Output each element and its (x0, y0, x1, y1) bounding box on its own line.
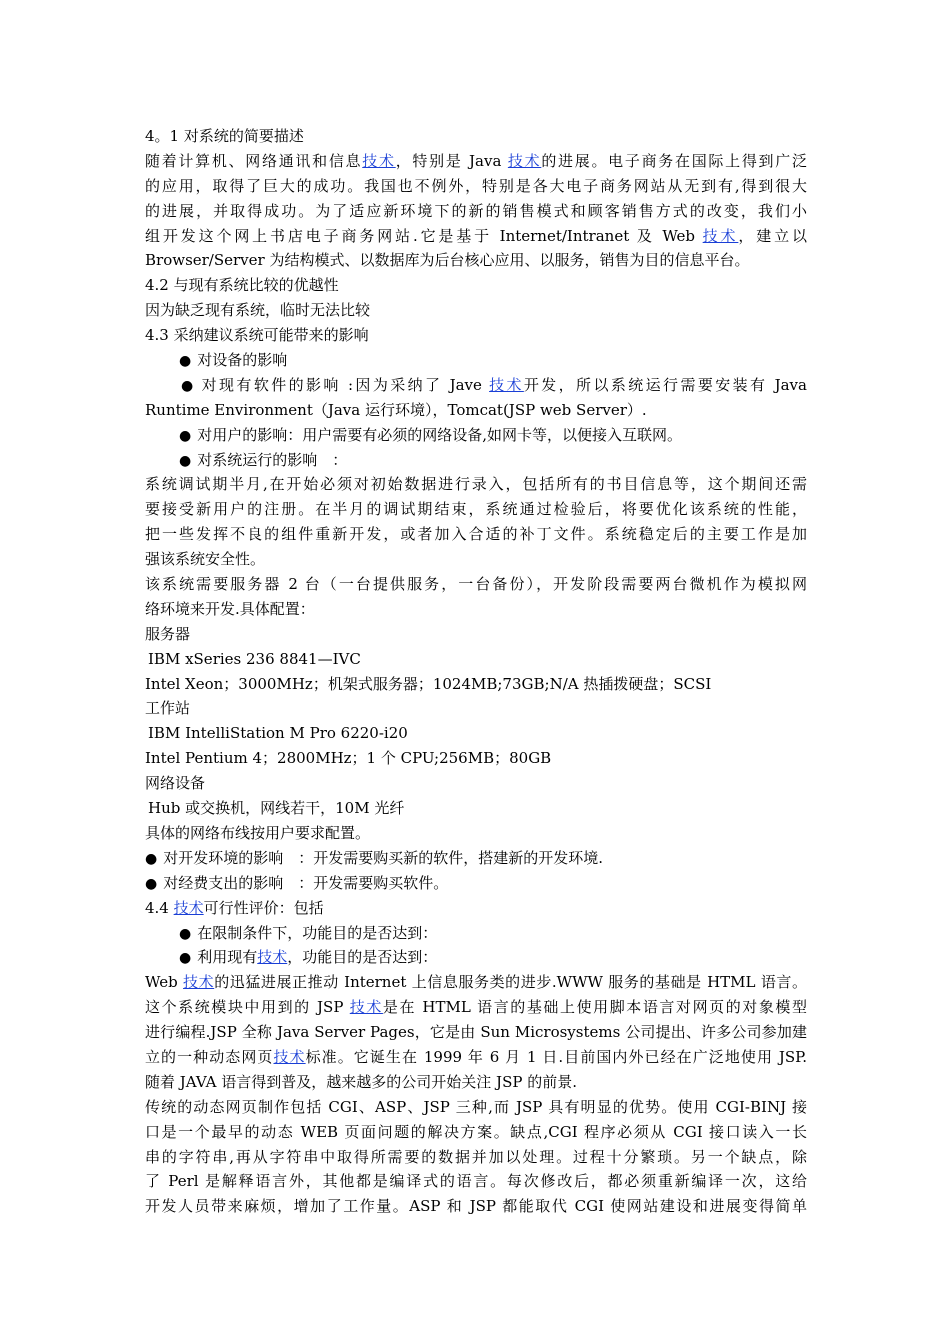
text-run: 的进展。电子商务在国际上得到广泛 (541, 151, 807, 170)
text-run: 4.2 与现有系统比较的优越性 (145, 276, 339, 295)
text-line (145, 696, 807, 721)
text-line (145, 448, 807, 473)
text-run: 因为缺乏现有系统，临时无法比较 (145, 301, 371, 320)
keyword-link[interactable]: 技术 (273, 1047, 306, 1066)
bullet-icon: ● (145, 850, 158, 867)
text-run: 该系统需要服务器 2 台（一台提供服务，一台备份），开发阶段需要两台微机作为模拟网 (145, 575, 807, 594)
text-line (145, 746, 807, 771)
document-body (145, 124, 807, 1219)
bullet-icon: ● (181, 377, 196, 394)
text-run: 网络设备 (145, 774, 206, 793)
text-run: 随着 JAVA 语言得到普及，越来越多的公司开始关注 JSP 的前景. (145, 1072, 577, 1091)
text-run: 可行性评价：包括 (203, 898, 324, 917)
text-line (145, 522, 807, 547)
text-run: 的进展，并取得成功。为了适应新环境下的新的销售模式和顾客销售方式的改变，我们小 (145, 201, 807, 220)
text-line (145, 796, 807, 821)
text-line (145, 149, 807, 174)
text-line (145, 273, 807, 298)
text-line (145, 472, 807, 497)
text-run: Browser/Server 为结构模式、以数据库为后台核心应用、以服务，销售为目的信息平台。 (145, 251, 750, 270)
text-line (145, 647, 807, 672)
keyword-link[interactable]: 技术 (507, 151, 542, 170)
text-line (145, 721, 807, 746)
text-run: 服务器 (145, 624, 191, 643)
text-run: 对设备的影响 (197, 351, 288, 370)
text-line (145, 572, 807, 597)
text-line (145, 1095, 807, 1120)
keyword-link[interactable]: 技术 (173, 898, 204, 917)
text-run: IBM xSeries 236 8841—IVC (148, 649, 361, 668)
text-line (145, 1194, 807, 1219)
text-run: 开发人员带来麻烦，增加了工作量。ASP 和 JSP 都能取代 CGI 使网站建设和进展变得简单 (145, 1197, 807, 1216)
text-run: 工作站 (145, 699, 191, 718)
text-run: 在限制条件下，功能目的是否达到： (197, 923, 438, 942)
text-run: 4。1 对系统的简要描述 (145, 127, 304, 145)
text-run: 要接受新用户的注册。在半月的调试期结束，系统通过检验后，将要优化该系统的性能， (145, 500, 807, 519)
text-line (145, 373, 807, 398)
text-run: 开发，所以系统运行需要安装有 Java (523, 375, 807, 394)
text-run: 标准。它诞生在 1999 年 6 月 1 日.目前国内外已经在广泛地使用 JSP. (305, 1047, 807, 1066)
text-line (145, 497, 807, 522)
bullet-icon: ● (179, 427, 192, 444)
text-run: 随着计算机、网络通讯和信息 (145, 151, 363, 170)
text-run: 了 Perl 是解释语言外，其他都是编译式的语言。每次修改后，都必须重新编译一次，这给 (145, 1172, 807, 1191)
text-run: ，功能目的是否达到： (287, 948, 438, 967)
text-line (145, 821, 807, 846)
text-run: 系统调试期半月,在开始必须对初始数据进行录入，包括所有的书目信息等，这个期间还需 (145, 475, 807, 494)
bullet-icon: ● (145, 875, 158, 892)
text-line (145, 224, 807, 249)
text-run: 把一些发挥不良的组件重新开发，或者加入合适的补丁文件。系统稳定后的主要工作是加 (145, 525, 807, 544)
text-line (145, 896, 807, 921)
text-line (145, 995, 807, 1020)
text-run: 对现有软件的影响 :因为采纳了 Jave (201, 375, 490, 394)
bullet-icon: ● (179, 452, 192, 469)
text-run: Hub 或交换机，网线若干，10M 光纤 (148, 799, 405, 818)
text-line (145, 1145, 807, 1170)
text-run: ，特别是 Java (395, 151, 508, 170)
text-run: 强该系统安全性。 (145, 550, 266, 569)
text-run: Runtime Environment（Java 运行环境），Tomcat(JSP web Server）. (145, 400, 647, 419)
text-line (145, 846, 807, 871)
text-run: 立的一种动态网页 (145, 1047, 274, 1066)
text-run: 对开发环境的影响 ：开发需要购买新的软件，搭建新的开发环境. (163, 848, 603, 867)
text-run: 进行编程.JSP 全称 Java Server Pages，它是由 Sun Microsystems 公司提出、许多公司参加建 (145, 1023, 807, 1042)
text-line (145, 771, 807, 796)
text-line (145, 298, 807, 323)
text-line (145, 124, 807, 149)
text-line (145, 248, 807, 273)
keyword-link[interactable]: 技术 (362, 151, 396, 170)
bullet-icon: ● (179, 925, 192, 942)
text-line (145, 1169, 807, 1194)
text-run: 的迅猛进展正推动 Internet 上信息服务类的进步.WWW 服务的基础是 HTML 语言。 (214, 973, 807, 992)
text-run: ，建立以 (738, 226, 807, 245)
text-line (145, 945, 807, 970)
keyword-link[interactable]: 技术 (489, 375, 524, 394)
text-line (145, 323, 807, 348)
text-line (145, 423, 807, 448)
text-run: IBM IntelliStation M Pro 6220-i20 (148, 724, 408, 743)
text-run: 串的字符串,再从字符串中取得所需要的数据并加以处理。过程十分繁琐。另一个缺点，除 (145, 1147, 807, 1166)
text-run: 4.4 (145, 898, 174, 917)
keyword-link[interactable]: 技术 (257, 948, 288, 967)
bullet-icon: ● (179, 950, 192, 967)
text-line (145, 622, 807, 647)
text-run: 4.3 采纳建议系统可能带来的影响 (145, 326, 369, 345)
text-line (145, 1020, 807, 1045)
text-run: 对系统运行的影响 ： (197, 450, 348, 469)
text-run: Intel Pentium 4；2800MHz；1 个 CPU;256MB；80GB (145, 749, 552, 768)
text-line (145, 597, 807, 622)
keyword-link[interactable]: 技术 (183, 973, 215, 992)
text-line (145, 547, 807, 572)
text-line (145, 672, 807, 697)
text-line (145, 921, 807, 946)
text-run: 口是一个最早的动态 WEB 页面问题的解决方案。缺点,CGI 程序必须从 CGI 接口读入一长 (145, 1122, 807, 1141)
text-run: 是在 HTML 语言的基础上使用脚本语言对网页的对象模型 (382, 998, 807, 1017)
text-run: 这个系统模块中用到的 JSP (145, 998, 350, 1017)
text-run: 利用现有 (197, 948, 258, 967)
text-run: 传统的动态网页制作包括 CGI、ASP、JSP 三种,而 JSP 具有明显的优势。使用 CGI-BINJ 接 (145, 1097, 807, 1116)
text-run: 对用户的影响：用户需要有必须的网络设备,如网卡等，以便接入互联网。 (197, 425, 682, 444)
text-line (145, 1070, 807, 1095)
text-line (145, 199, 807, 224)
text-line (145, 1120, 807, 1145)
bullet-icon: ● (179, 353, 192, 370)
keyword-link[interactable]: 技术 (349, 998, 383, 1017)
text-line (145, 970, 807, 995)
text-run: 具体的网络布线按用户要求配置。 (145, 823, 371, 842)
text-run: 组开发这个网上书店电子商务网站.它是基于 Internet/Intranet 及 Web (145, 226, 703, 245)
text-line (145, 348, 807, 373)
text-line (145, 174, 807, 199)
text-line (145, 1045, 807, 1070)
text-run: 络环境来开发.具体配置： (145, 599, 315, 618)
text-line (145, 871, 807, 896)
text-run: Intel Xeon；3000MHz；机架式服务器；1024MB;73GB;N/A 热插拨硬盘；SCSI (145, 674, 712, 693)
text-run: 的应用，取得了巨大的成功。我国也不例外，特别是各大电子商务网站从无到有,得到很大 (145, 176, 807, 195)
text-run: 对经费支出的影响 ：开发需要购买软件。 (163, 873, 449, 892)
text-run: Web (145, 973, 184, 992)
text-line (145, 398, 807, 423)
keyword-link[interactable]: 技术 (702, 226, 739, 245)
